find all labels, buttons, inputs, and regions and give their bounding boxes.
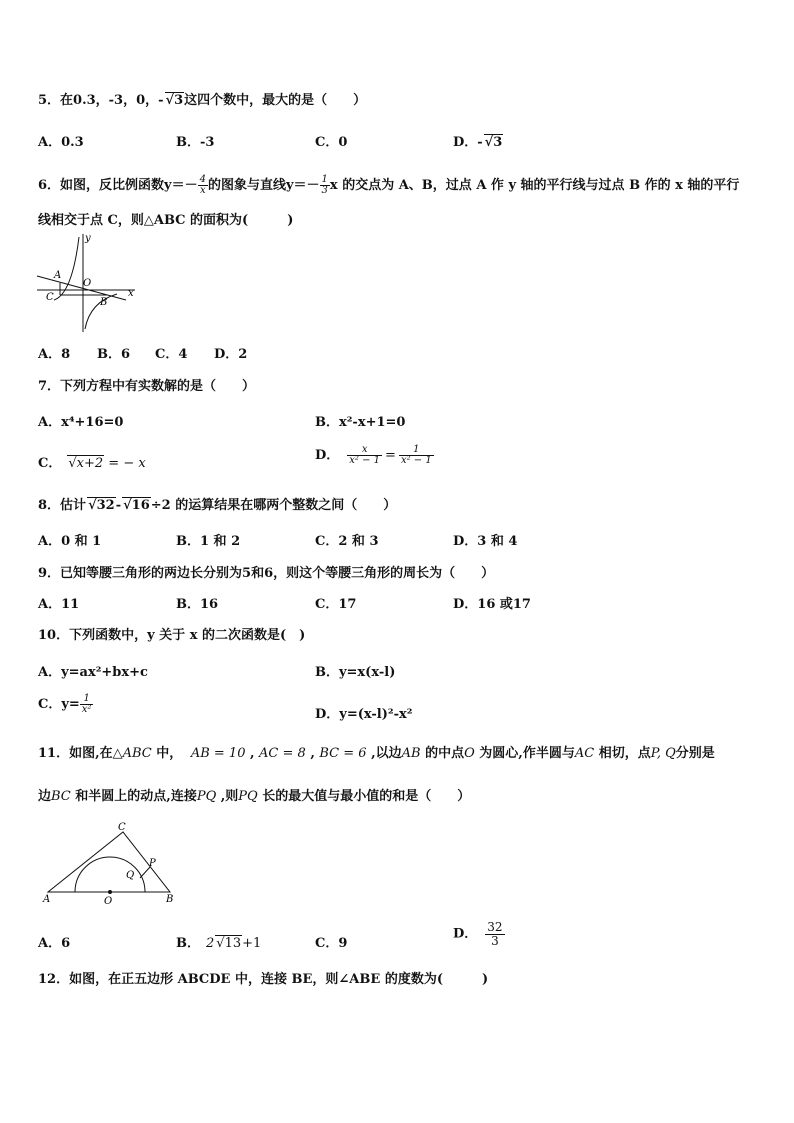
label-b: B	[166, 894, 174, 905]
q11-option-b[interactable]: B． 2 √13+1	[176, 936, 262, 951]
label-a: A	[43, 894, 51, 905]
question-10-stem: 10．下列函数中，y 关于 x 的二次函数是( )	[38, 628, 306, 643]
question-7-stem: 7．下列方程中有实数解的是（ ）	[38, 379, 256, 394]
question-11-stem-line2: 边BC 和半圆上的动点,连接PQ ,则PQ 长的最大值与最小值的和是（ ）	[38, 789, 471, 804]
question-5-stem: 5．在0.3，-3，0，- √3这四个数中，最大的是（ ）	[38, 93, 367, 108]
q10-option-c[interactable]: C．y= $\frac{1}{\text{x²}}$	[38, 692, 92, 715]
q7-option-d[interactable]: D． $\frac{x}{\text{x² − 1}}$ = $\frac{1}{\text{x² − 1}}$	[315, 443, 432, 466]
label-o: O	[104, 896, 113, 907]
q6-option-b[interactable]: B．6	[97, 347, 131, 362]
q10-option-d[interactable]: D．y=(x-l)²-x²	[315, 707, 413, 722]
center-o	[108, 890, 112, 894]
q5-option-b[interactable]: B．-3	[176, 135, 215, 150]
q5-option-a[interactable]: A．0.3	[38, 135, 84, 150]
label-c: C	[46, 292, 54, 303]
q11-option-a[interactable]: A．6	[38, 936, 71, 951]
q7-option-b[interactable]: B．x²-x+1=0	[315, 415, 406, 430]
q6-option-d[interactable]: D．2	[214, 347, 248, 362]
q8-option-d[interactable]: D．3 和 4	[453, 534, 518, 549]
label-b: B	[100, 297, 108, 308]
q8-option-b[interactable]: B．1 和 2	[176, 534, 241, 549]
q7-option-a[interactable]: A．x⁴+16=0	[38, 415, 124, 430]
question-9-stem: 9．已知等腰三角形的两边长分别为5和6，则这个等腰三角形的周长为（ ）	[38, 566, 495, 581]
fraction: $\frac{1}{3}$	[321, 173, 328, 196]
q8-option-c[interactable]: C．2 和 3	[315, 534, 379, 549]
label-q: Q	[126, 870, 135, 881]
q6-figure	[34, 232, 139, 334]
q5-option-d[interactable]: D．- √3	[453, 135, 503, 150]
question-number: 5．	[38, 93, 61, 108]
q9-option-d[interactable]: D．16 或17	[453, 597, 531, 612]
q7-option-c[interactable]: C． √x+2 = − x	[38, 456, 146, 471]
q8-option-a[interactable]: A．0 和 1	[38, 534, 102, 549]
question-6-stem: 6．如图，反比例函数y＝－ $\frac{4}{x}$ 的图象与直线y＝－ $\frac{1}{3}$ x 的交点为 A、B，过点 A 作 y 轴的平行线与过点 B 作的 x 轴的平行	[38, 173, 740, 196]
label-a: A	[54, 270, 62, 281]
q11-option-d[interactable]: D． $\frac{32}{3}$	[453, 920, 503, 948]
question-11-stem: 11．如图,在△ABC 中， AB = 10 , AC = 8 , BC = 6 ,以边AB 的中点O 为圆心,作半圆与AC 相切，点P, Q分别是	[38, 746, 715, 761]
label-o: O	[83, 278, 92, 289]
label-p: P	[149, 858, 156, 869]
label-x: x	[128, 288, 134, 299]
label-c: C	[118, 822, 126, 833]
q6-option-a[interactable]: A．8	[38, 347, 71, 362]
q11-option-c[interactable]: C．9	[315, 936, 348, 951]
q10-option-b[interactable]: B．y=x(x-l)	[315, 665, 396, 680]
q6-option-c[interactable]: C．4	[155, 347, 188, 362]
q9-option-b[interactable]: B．16	[176, 597, 219, 612]
fraction: $\frac{4}{x}$	[199, 173, 206, 196]
q9-option-a[interactable]: A．11	[38, 597, 80, 612]
sqrt-symbol: √3	[165, 93, 184, 108]
q9-option-c[interactable]: C．17	[315, 597, 357, 612]
question-6-stem-line2: 线相交于点 C，则△ABC 的面积为( )	[38, 213, 294, 228]
q11-figure	[38, 822, 188, 907]
question-8-stem: 8．估计 √32- √16÷2 的运算结果在哪两个整数之间（ ）	[38, 498, 397, 513]
q10-option-a[interactable]: A．y=ax²+bx+c	[38, 665, 148, 680]
label-y: y	[85, 233, 91, 244]
q5-option-c[interactable]: C．0	[315, 135, 348, 150]
hyperbola-branch-left	[54, 237, 79, 300]
question-12-stem: 12．如图，在正五边形 ABCDE 中，连接 BE，则∠ABE 的度数为( )	[38, 972, 489, 987]
